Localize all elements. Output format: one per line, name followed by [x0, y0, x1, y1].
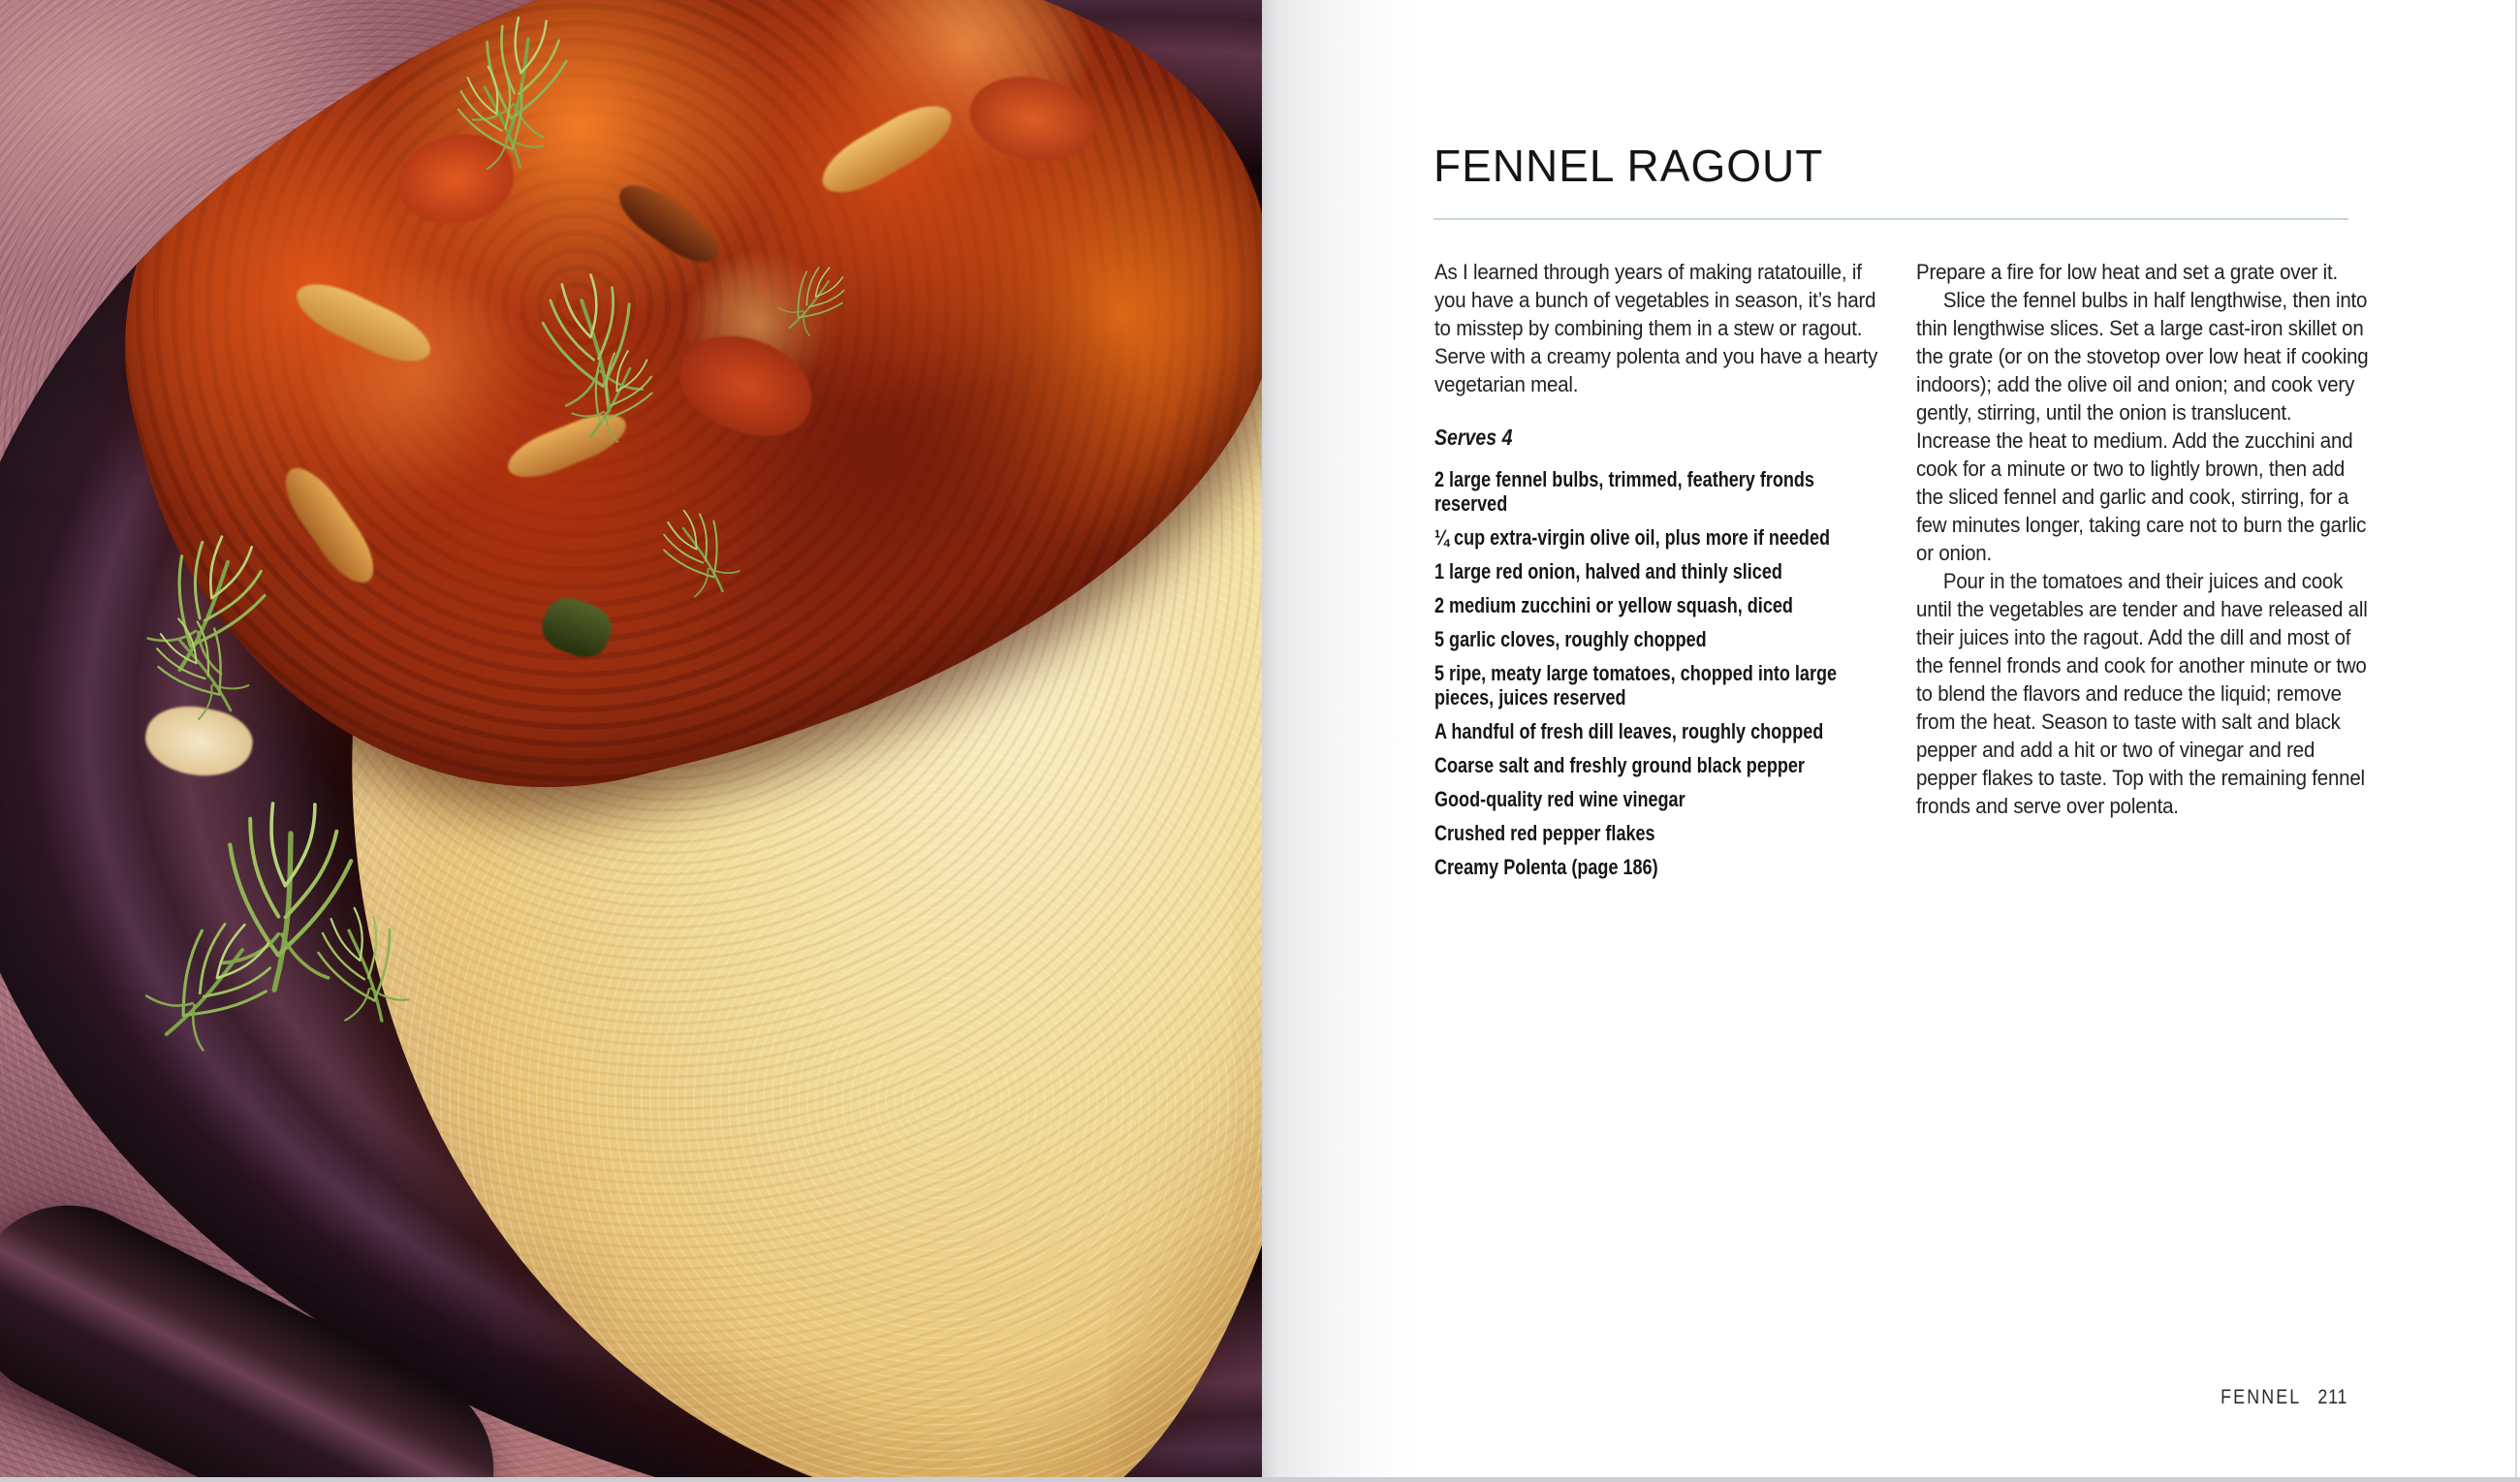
- page-edge: [2515, 0, 2517, 1482]
- recipe-title: FENNEL RAGOUT: [1433, 141, 1824, 191]
- ingredient-item: A handful of fresh dill leaves, roughly chopped: [1434, 719, 1824, 743]
- method-paragraph: Slice the fennel bulbs in half lengthwise, then into thin lengthwise slices. Set a large cast-iron skillet on the grate (or on the stovetop over low heat if cooking indoors); add the olive oil and onion; and cook very gently, stirring, until the onion is translucent. Increase the heat to medium. Add the zucchini and cook for a minute or two to lightly brown, then add the sliced fennel and garlic and cook, stirring, for a few minutes longer, taking care not to burn the garlic or onion.: [1916, 288, 2369, 565]
- ingredient-item: 1 large red onion, halved and thinly sliced: [1434, 559, 1782, 583]
- title-divider: [1433, 218, 2348, 220]
- method-column: [1916, 258, 2372, 820]
- ingredient-item: Coarse salt and freshly ground black pepper: [1434, 753, 1805, 777]
- method-paragraph: Pour in the tomatoes and their juices and cook until the vegetables are tender and have released all their juices into the ragout. Add the dill and most of the fennel fronds and cook for another minute or two to blend the flavors and reduce the liquid; remove from the heat. Season to taste with salt and black pepper and add a hit or two of vinegar and red pepper flakes to taste. Top with the remaining fennel fronds and serve over polenta.: [1916, 569, 2368, 818]
- intro-paragraph: As I learned through years of making ratatouille, if you have a bunch of vegetables in season, it’s hard to misstep by combining them in a stew or ragout. Serve with a creamy polenta and you have a hearty vegetarian meal.: [1434, 260, 1878, 396]
- ingredient-item: Good-quality red wine vinegar: [1434, 787, 1685, 811]
- method-paragraph: Prepare a fire for low heat and set a grate over it.: [1916, 260, 2339, 284]
- ingredient-item: Creamy Polenta (page 186): [1434, 855, 1658, 879]
- page-bottom-edge: [0, 1477, 2520, 1482]
- ingredient-item: Crushed red pepper flakes: [1434, 821, 1655, 845]
- ingredient-item: 5 garlic cloves, roughly chopped: [1434, 627, 1707, 651]
- ingredient-item: 2 large fennel bulbs, trimmed, feathery fronds reserved: [1434, 467, 1814, 516]
- ingredient-item: ¼ cup extra-virgin olive oil, plus more if needed: [1434, 525, 1831, 550]
- ingredient-item: 5 ripe, meaty large tomatoes, chopped into large pieces, juices reserved: [1434, 661, 1838, 709]
- serves-label: Serves 4: [1434, 425, 1513, 450]
- footer-chapter-label: FENNEL: [2220, 1386, 2301, 1408]
- book-gutter-shadow: [1262, 0, 1427, 1482]
- recipe-page: [1262, 0, 2520, 1482]
- page-footer: [2221, 1386, 2347, 1409]
- ingredient-item: 2 medium zucchini or yellow squash, diced: [1434, 593, 1793, 617]
- ingredients-list: [1434, 467, 1883, 889]
- footer-page-number: 211: [2316, 1386, 2347, 1408]
- onion-piece: [140, 697, 258, 785]
